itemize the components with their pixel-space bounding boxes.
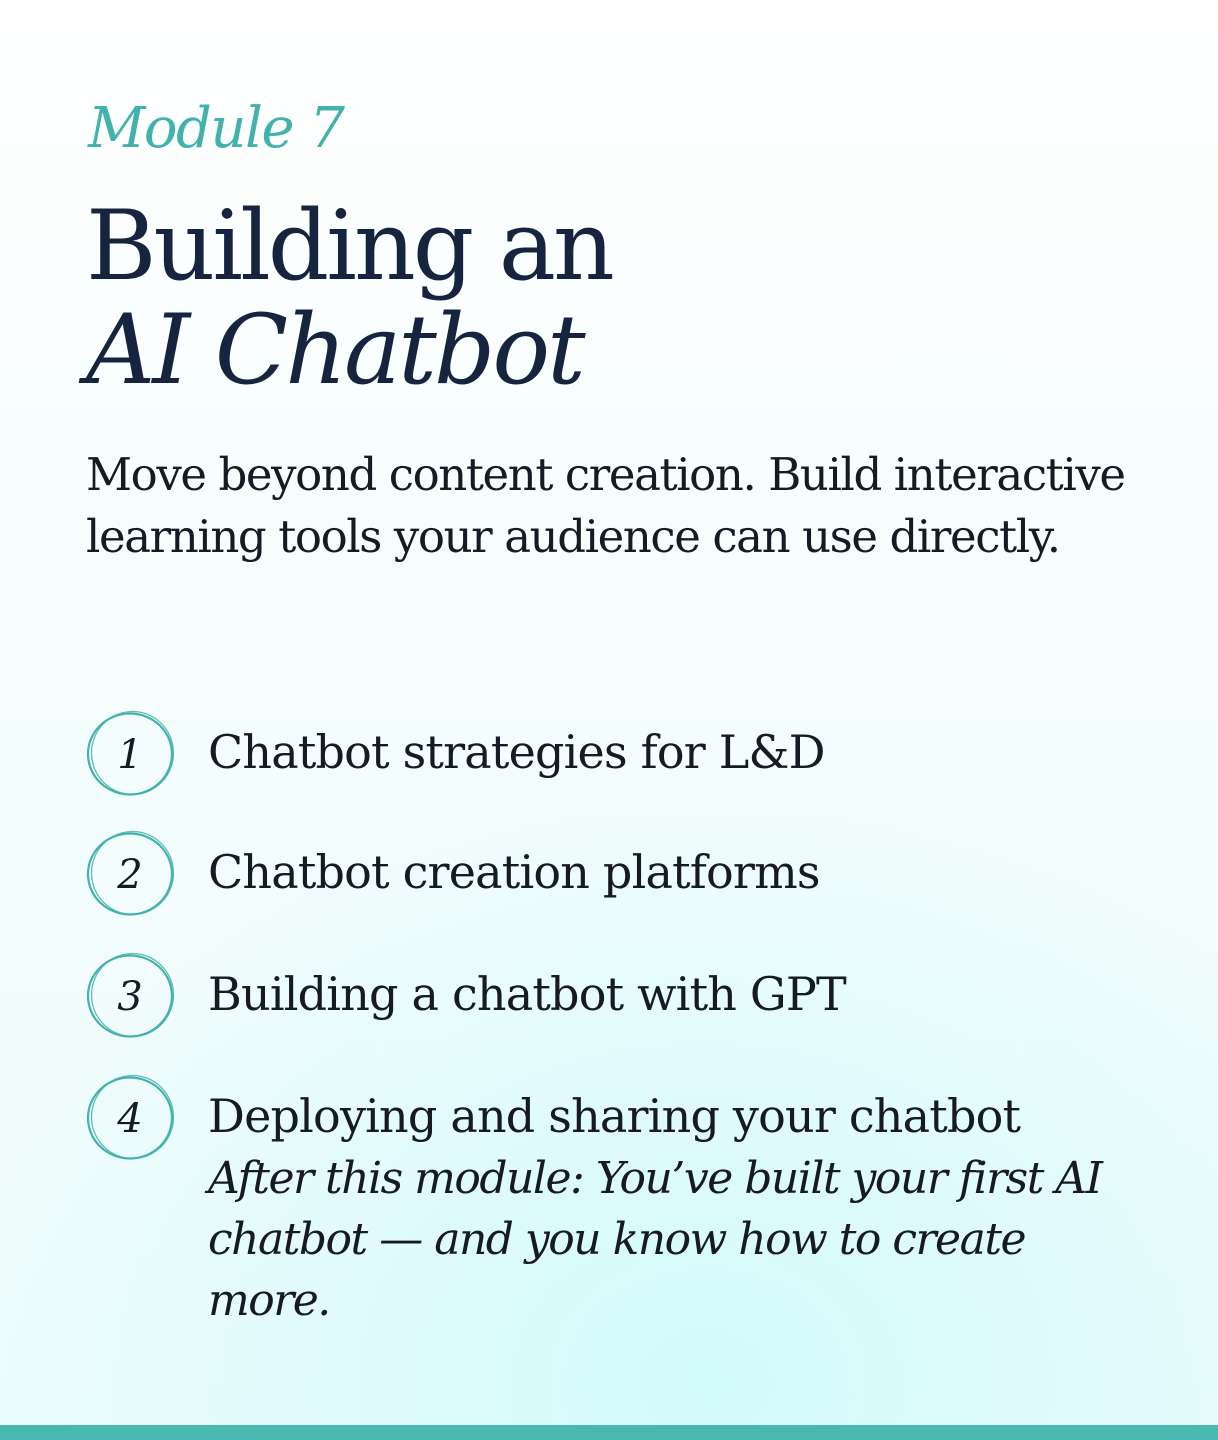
bottom-accent-bar bbox=[0, 1425, 1218, 1440]
number-badge bbox=[86, 1074, 178, 1162]
item-label: Chatbot creation platforms bbox=[208, 845, 820, 899]
number-badge bbox=[86, 710, 178, 798]
item-label: Deploying and sharing your chatbot bbox=[208, 1089, 1021, 1143]
item-number: 4 bbox=[117, 1096, 143, 1142]
number-badge bbox=[86, 952, 178, 1040]
module-label: Module 7 bbox=[88, 96, 344, 161]
module-title-line-2: AI Chatbot bbox=[86, 294, 583, 406]
number-badge bbox=[86, 830, 178, 918]
module-title bbox=[86, 190, 612, 406]
item-label: Building a chatbot with GPT bbox=[208, 967, 846, 1021]
item-number: 2 bbox=[117, 852, 143, 898]
item-number: 3 bbox=[117, 974, 143, 1020]
item-number: 1 bbox=[117, 732, 143, 778]
module-intro: Move beyond content creation. Build interactive learning tools your audience can use directly. bbox=[86, 448, 1125, 563]
item-label: Chatbot strategies for L&D bbox=[208, 725, 825, 779]
module-title-line-1: Building an bbox=[86, 190, 612, 302]
module-outcome-note: After this module: You’ve built your first AI chatbot — and you know how to create more. bbox=[208, 1153, 1102, 1326]
